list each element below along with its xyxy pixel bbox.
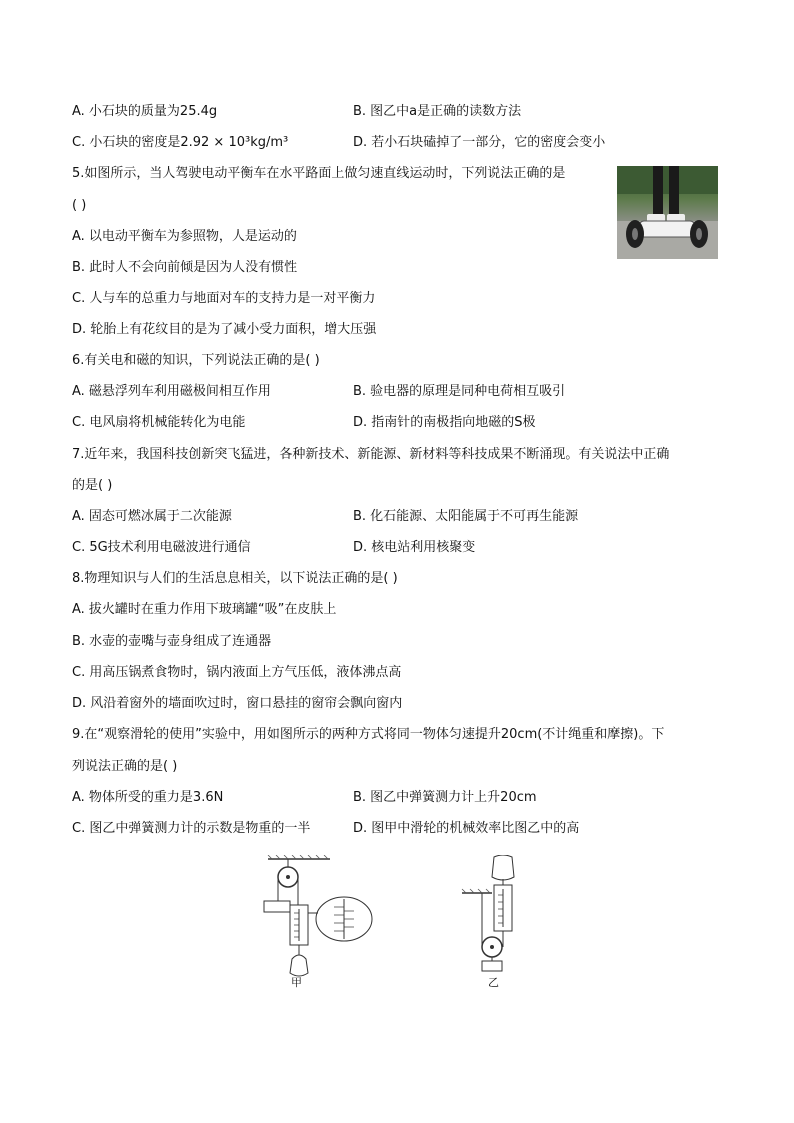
q5-option-b: B. 此时人不会向前倾是因为人没有惯性 <box>72 260 298 275</box>
pulley-figure-jia <box>258 855 388 990</box>
balance-scooter-photo <box>617 166 718 259</box>
q5-option-a: A. 以电动平衡车为参照物，人是运动的 <box>72 229 297 244</box>
q9-option-d: D. 图甲中滑轮的机械效率比图乙中的高 <box>353 821 580 836</box>
q6-option-c: C. 电风扇将机械能转化为电能 <box>72 415 246 430</box>
q6-stem: 6.有关电和磁的知识，下列说法正确的是( ) <box>72 353 320 368</box>
q6-option-d: D. 指南针的南极指向地磁的S极 <box>353 415 536 430</box>
figure-label-yi: 乙 <box>488 976 499 989</box>
q4-option-a: A. 小石块的质量为25.4g <box>72 104 218 119</box>
q7-stem: 7.近年来，我国科技创新突飞猛进，各种新技术、新能源、新材料等科技成果不断涌现。有关说法中正确 <box>72 447 670 462</box>
q8-stem: 8.物理知识与人们的生活息息相关，以下说法正确的是( ) <box>72 571 398 586</box>
q8-option-c: C. 用高压锅煮食物时，锅内液面上方气压低，液体沸点高 <box>72 665 402 680</box>
q8-option-b: B. 水壶的壶嘴与壶身组成了连通器 <box>72 634 272 649</box>
q7-option-d: D. 核电站利用核聚变 <box>353 540 476 555</box>
q9-stem: 9.在“观察滑轮的使用”实验中，用如图所示的两种方式将同一物体匀速提升20cm(不计绳重和摩擦)。下 <box>72 727 665 742</box>
q7-option-b: B. 化石能源、太阳能属于不可再生能源 <box>353 509 579 524</box>
q5-stem: 5.如图所示，当人驾驶电动平衡车在水平路面上做匀速直线运动时，下列说法正确的是 <box>72 166 566 181</box>
q6-option-b: B. 验电器的原理是同种电荷相互吸引 <box>353 384 566 399</box>
q9-option-c: C. 图乙中弹簧测力计的示数是物重的一半 <box>72 821 311 836</box>
fixed-pulley-diagram <box>258 855 388 990</box>
pulley-figure-yi <box>458 855 538 990</box>
q7-option-a: A. 固态可燃冰属于二次能源 <box>72 509 232 524</box>
q5-option-c: C. 人与车的总重力与地面对车的支持力是一对平衡力 <box>72 291 376 306</box>
q7-option-c: C. 5G技术利用电磁波进行通信 <box>72 540 251 555</box>
q6-option-a: A. 磁悬浮列车利用磁极间相互作用 <box>72 384 271 399</box>
q5-option-d: D. 轮胎上有花纹目的是为了减小受力面积，增大压强 <box>72 322 377 337</box>
q7-stem-continued: 的是( ) <box>72 478 113 493</box>
movable-pulley-diagram <box>458 855 538 990</box>
q9-option-b: B. 图乙中弹簧测力计上升20cm <box>353 790 537 805</box>
q9-option-a: A. 物体所受的重力是3.6N <box>72 790 224 805</box>
q4-option-c: C. 小石块的密度是2.92 × 10³kg/m³ <box>72 135 289 150</box>
q4-option-b: B. 图乙中a是正确的读数方法 <box>353 104 522 119</box>
figure-label-jia: 甲 <box>291 976 302 989</box>
q8-option-a: A. 拔火罐时在重力作用下玻璃罐“吸”在皮肤上 <box>72 602 337 617</box>
q9-stem-continued: 列说法正确的是( ) <box>72 759 178 774</box>
q5-answer-blank: ( ) <box>72 198 87 213</box>
q4-option-d: D. 若小石块磕掉了一部分，它的密度会变小 <box>353 135 606 150</box>
q8-option-d: D. 风沿着窗外的墙面吹过时，窗口悬挂的窗帘会飘向窗内 <box>72 696 403 711</box>
